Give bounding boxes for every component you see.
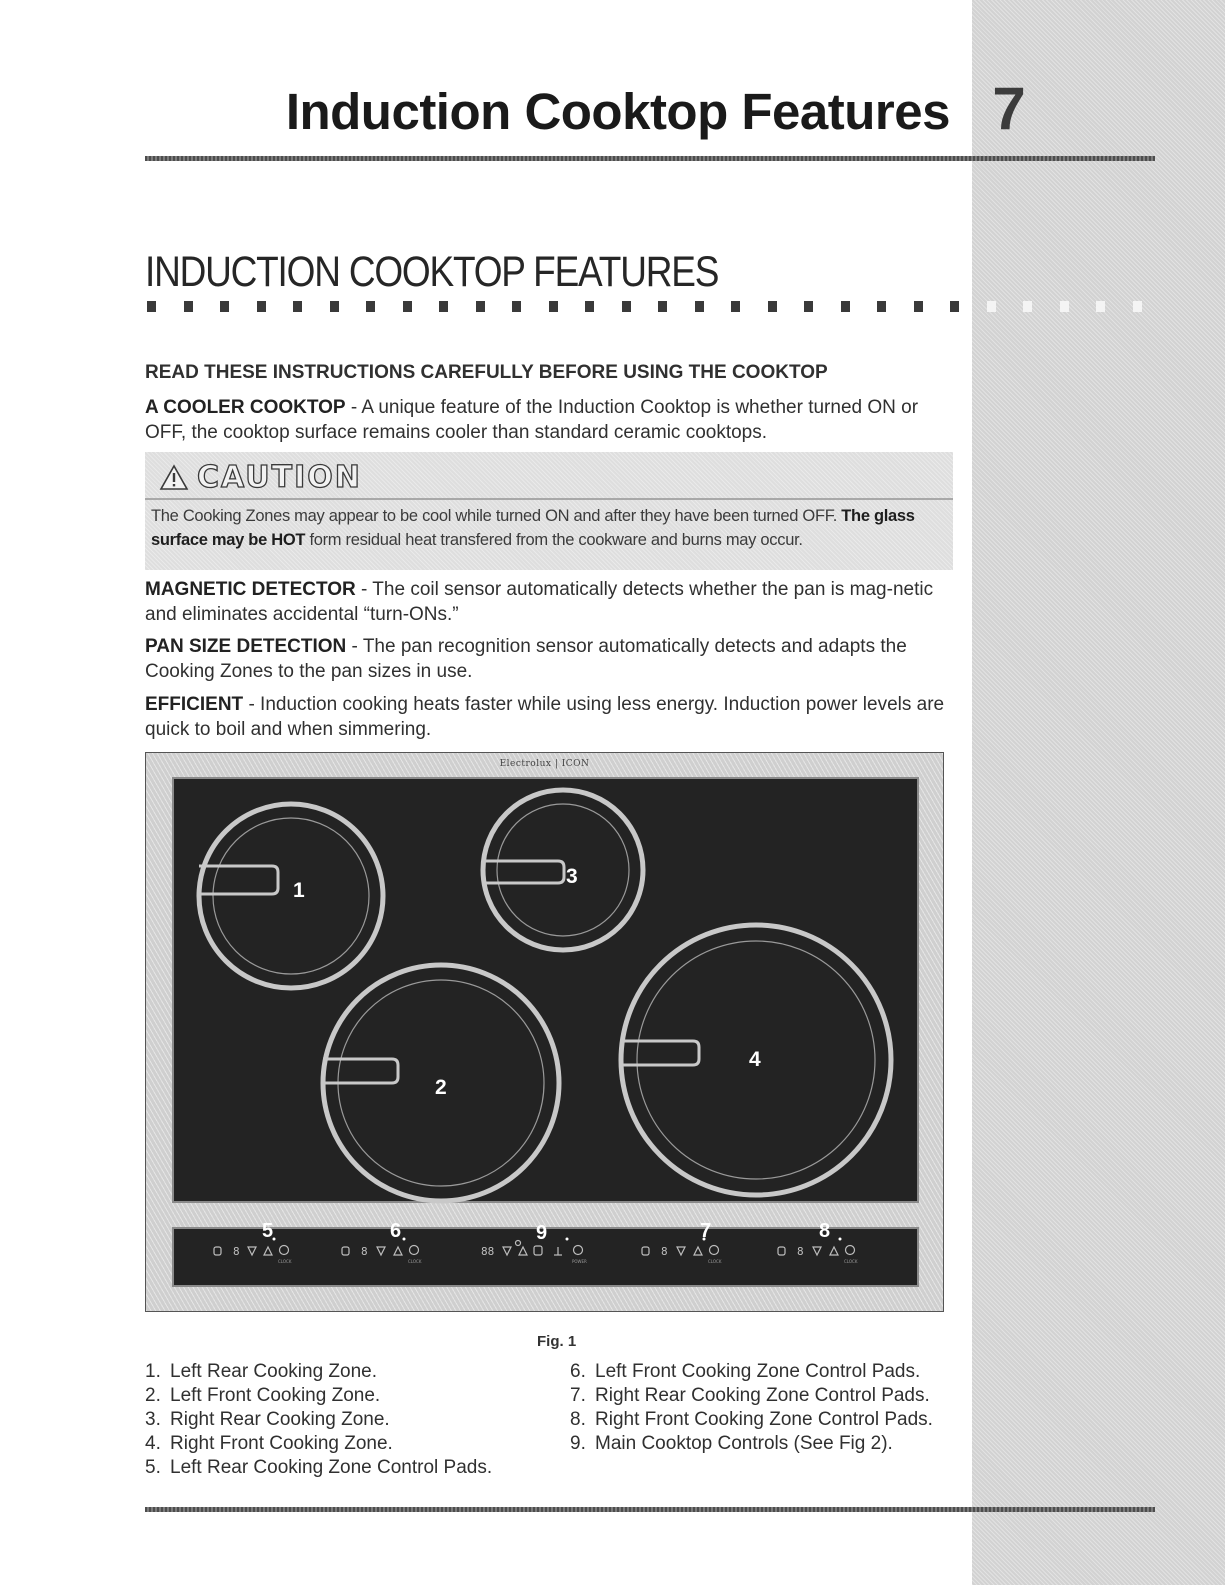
divider-dot <box>257 301 266 312</box>
feature-cooler-paragraph <box>145 395 955 445</box>
feature-pan-size-paragraph <box>145 634 955 684</box>
legend-item <box>145 1408 545 1432</box>
legend-item <box>570 1408 960 1432</box>
legend-item <box>145 1384 545 1408</box>
zone-label-2: 2 <box>435 1076 447 1099</box>
legend-item <box>570 1432 960 1456</box>
figure-caption: Fig. 1 <box>537 1333 577 1350</box>
caution-text-normal: The Cooking Zones may appear to be cool while turned ON and after they have been turned OFF. <box>151 507 842 525</box>
divider-dot <box>841 301 850 312</box>
brand-logo: Electrolux | ICON <box>499 759 590 769</box>
divider-dot <box>658 301 667 312</box>
control-pad-glyphs <box>214 1238 855 1259</box>
feature-magnetic-paragraph <box>145 577 955 627</box>
legend-text: Left Rear Cooking Zone. <box>170 1361 378 1382</box>
divider-dot <box>914 301 923 312</box>
divider-dot <box>1096 301 1105 312</box>
zone-label-3: 3 <box>566 865 578 888</box>
caution-box <box>145 452 953 570</box>
zone-label-4: 4 <box>749 1048 761 1071</box>
side-tab-band <box>972 0 1225 1585</box>
legend-num: 5. <box>145 1457 161 1478</box>
legend-text: Right Rear Cooking Zone Control Pads. <box>595 1385 930 1406</box>
cooking-zone-right-rear <box>483 790 643 950</box>
divider-dot <box>403 301 412 312</box>
legend-num: 6. <box>570 1361 586 1382</box>
divider-dot <box>1023 301 1032 312</box>
divider-dot <box>293 301 302 312</box>
feature-text: - The pan recognition sensor automatically detects and adapts the Cooking Zones to the pan sizes in use. <box>145 636 907 682</box>
divider-dot <box>330 301 339 312</box>
svg-text:8: 8 <box>361 1245 368 1258</box>
legend-text: Left Rear Cooking Zone Control Pads. <box>170 1457 493 1478</box>
legend-item <box>145 1456 545 1480</box>
divider-dot <box>768 301 777 312</box>
control-label-7: 7 <box>700 1220 712 1242</box>
legend-right-column <box>570 1360 960 1456</box>
divider-dot <box>366 301 375 312</box>
legend-num: 4. <box>145 1433 161 1454</box>
caution-text-bold: The glass surface may be HOT <box>151 507 915 549</box>
legend-text: Right Rear Cooking Zone. <box>170 1409 390 1430</box>
divider-dot <box>1060 301 1069 312</box>
instructions-heading: READ THESE INSTRUCTIONS CAREFULLY BEFORE USING THE COOKTOP <box>145 362 828 383</box>
control-label-8: 8 <box>819 1220 831 1242</box>
caution-divider <box>145 498 953 500</box>
divider-dot <box>804 301 813 312</box>
feature-text: - A unique feature of the Induction Cooktop is whether turned ON or OFF, the cooktop surface remains cooler than standard ceramic cooktops. <box>145 397 919 443</box>
divider-dot <box>184 301 193 312</box>
feature-efficient-paragraph <box>145 692 955 742</box>
legend-num: 3. <box>145 1409 161 1430</box>
legend-item <box>570 1384 960 1408</box>
legend-num: 7. <box>570 1385 586 1406</box>
legend-num: 8. <box>570 1409 586 1430</box>
divider-dot <box>476 301 485 312</box>
legend-item <box>570 1360 960 1384</box>
feature-label: A COOLER COOKTOP <box>145 397 346 418</box>
svg-text:88: 88 <box>481 1245 495 1258</box>
feature-text: - Induction cooking heats faster while using less energy. Induction power levels are quick to boil and when simmering. <box>145 694 945 740</box>
divider-dot <box>1133 301 1142 312</box>
divider-dot <box>439 301 448 312</box>
dotted-divider <box>145 301 1155 315</box>
legend-text: Right Front Cooking Zone Control Pads. <box>595 1409 933 1430</box>
feature-text: - The coil sensor automatically detects whether the pan is mag-netic and eliminates accidental “turn-ONs.” <box>145 579 934 625</box>
tiny-label: CLOCK <box>278 1259 292 1264</box>
caution-text <box>151 504 951 552</box>
svg-text:8: 8 <box>661 1245 668 1258</box>
divider-dot <box>147 301 156 312</box>
legend-num: 2. <box>145 1385 161 1406</box>
svg-text:8: 8 <box>797 1245 804 1258</box>
divider-dot <box>220 301 229 312</box>
legend-num: 9. <box>570 1433 586 1454</box>
divider-dot <box>695 301 704 312</box>
control-pad-tiny-labels <box>278 1259 858 1264</box>
caution-heading: CAUTION <box>197 459 362 495</box>
feature-label: PAN SIZE DETECTION <box>145 636 347 657</box>
zone-label-1: 1 <box>293 879 305 902</box>
legend-text: Left Front Cooking Zone. <box>170 1385 381 1406</box>
legend-text: Main Cooktop Controls (See Fig 2). <box>595 1433 893 1454</box>
divider-dot <box>877 301 886 312</box>
chapter-number: 7 <box>992 75 1026 142</box>
control-label-6: 6 <box>390 1220 402 1242</box>
divider-dot <box>731 301 740 312</box>
svg-text:8: 8 <box>233 1245 240 1258</box>
warning-triangle-icon <box>159 464 189 491</box>
legend-item <box>145 1360 545 1384</box>
control-label-5: 5 <box>262 1220 274 1242</box>
tiny-label: CLOCK <box>708 1259 722 1264</box>
caution-text-after: form residual heat transfered from the cookware and burns may occur. <box>305 531 803 549</box>
tiny-label: POWER <box>572 1259 587 1264</box>
legend-left-column <box>145 1360 545 1480</box>
cooking-zone-left-rear <box>199 804 383 988</box>
divider-dot <box>512 301 521 312</box>
legend-num: 1. <box>145 1361 161 1382</box>
divider-dot <box>622 301 631 312</box>
header-rule <box>145 156 1155 161</box>
divider-dot <box>987 301 996 312</box>
section-title: INDUCTION COOKTOP FEATURES <box>145 248 719 296</box>
caution-header <box>159 460 362 494</box>
cooktop-illustration <box>146 753 943 1311</box>
legend-item <box>145 1432 545 1456</box>
divider-dot <box>585 301 594 312</box>
page-header-title: Induction Cooktop Features <box>285 83 950 140</box>
footer-rule <box>145 1507 1155 1512</box>
divider-dot <box>950 301 959 312</box>
legend-text: Right Front Cooking Zone. <box>170 1433 393 1454</box>
tiny-label: CLOCK <box>844 1259 858 1264</box>
control-label-9: 9 <box>536 1222 548 1244</box>
tiny-label: CLOCK <box>408 1259 422 1264</box>
cooktop-figure <box>145 752 944 1312</box>
legend-text: Left Front Cooking Zone Control Pads. <box>595 1361 921 1382</box>
feature-label: MAGNETIC DETECTOR <box>145 579 356 600</box>
feature-label: EFFICIENT <box>145 694 244 715</box>
divider-dot <box>549 301 558 312</box>
